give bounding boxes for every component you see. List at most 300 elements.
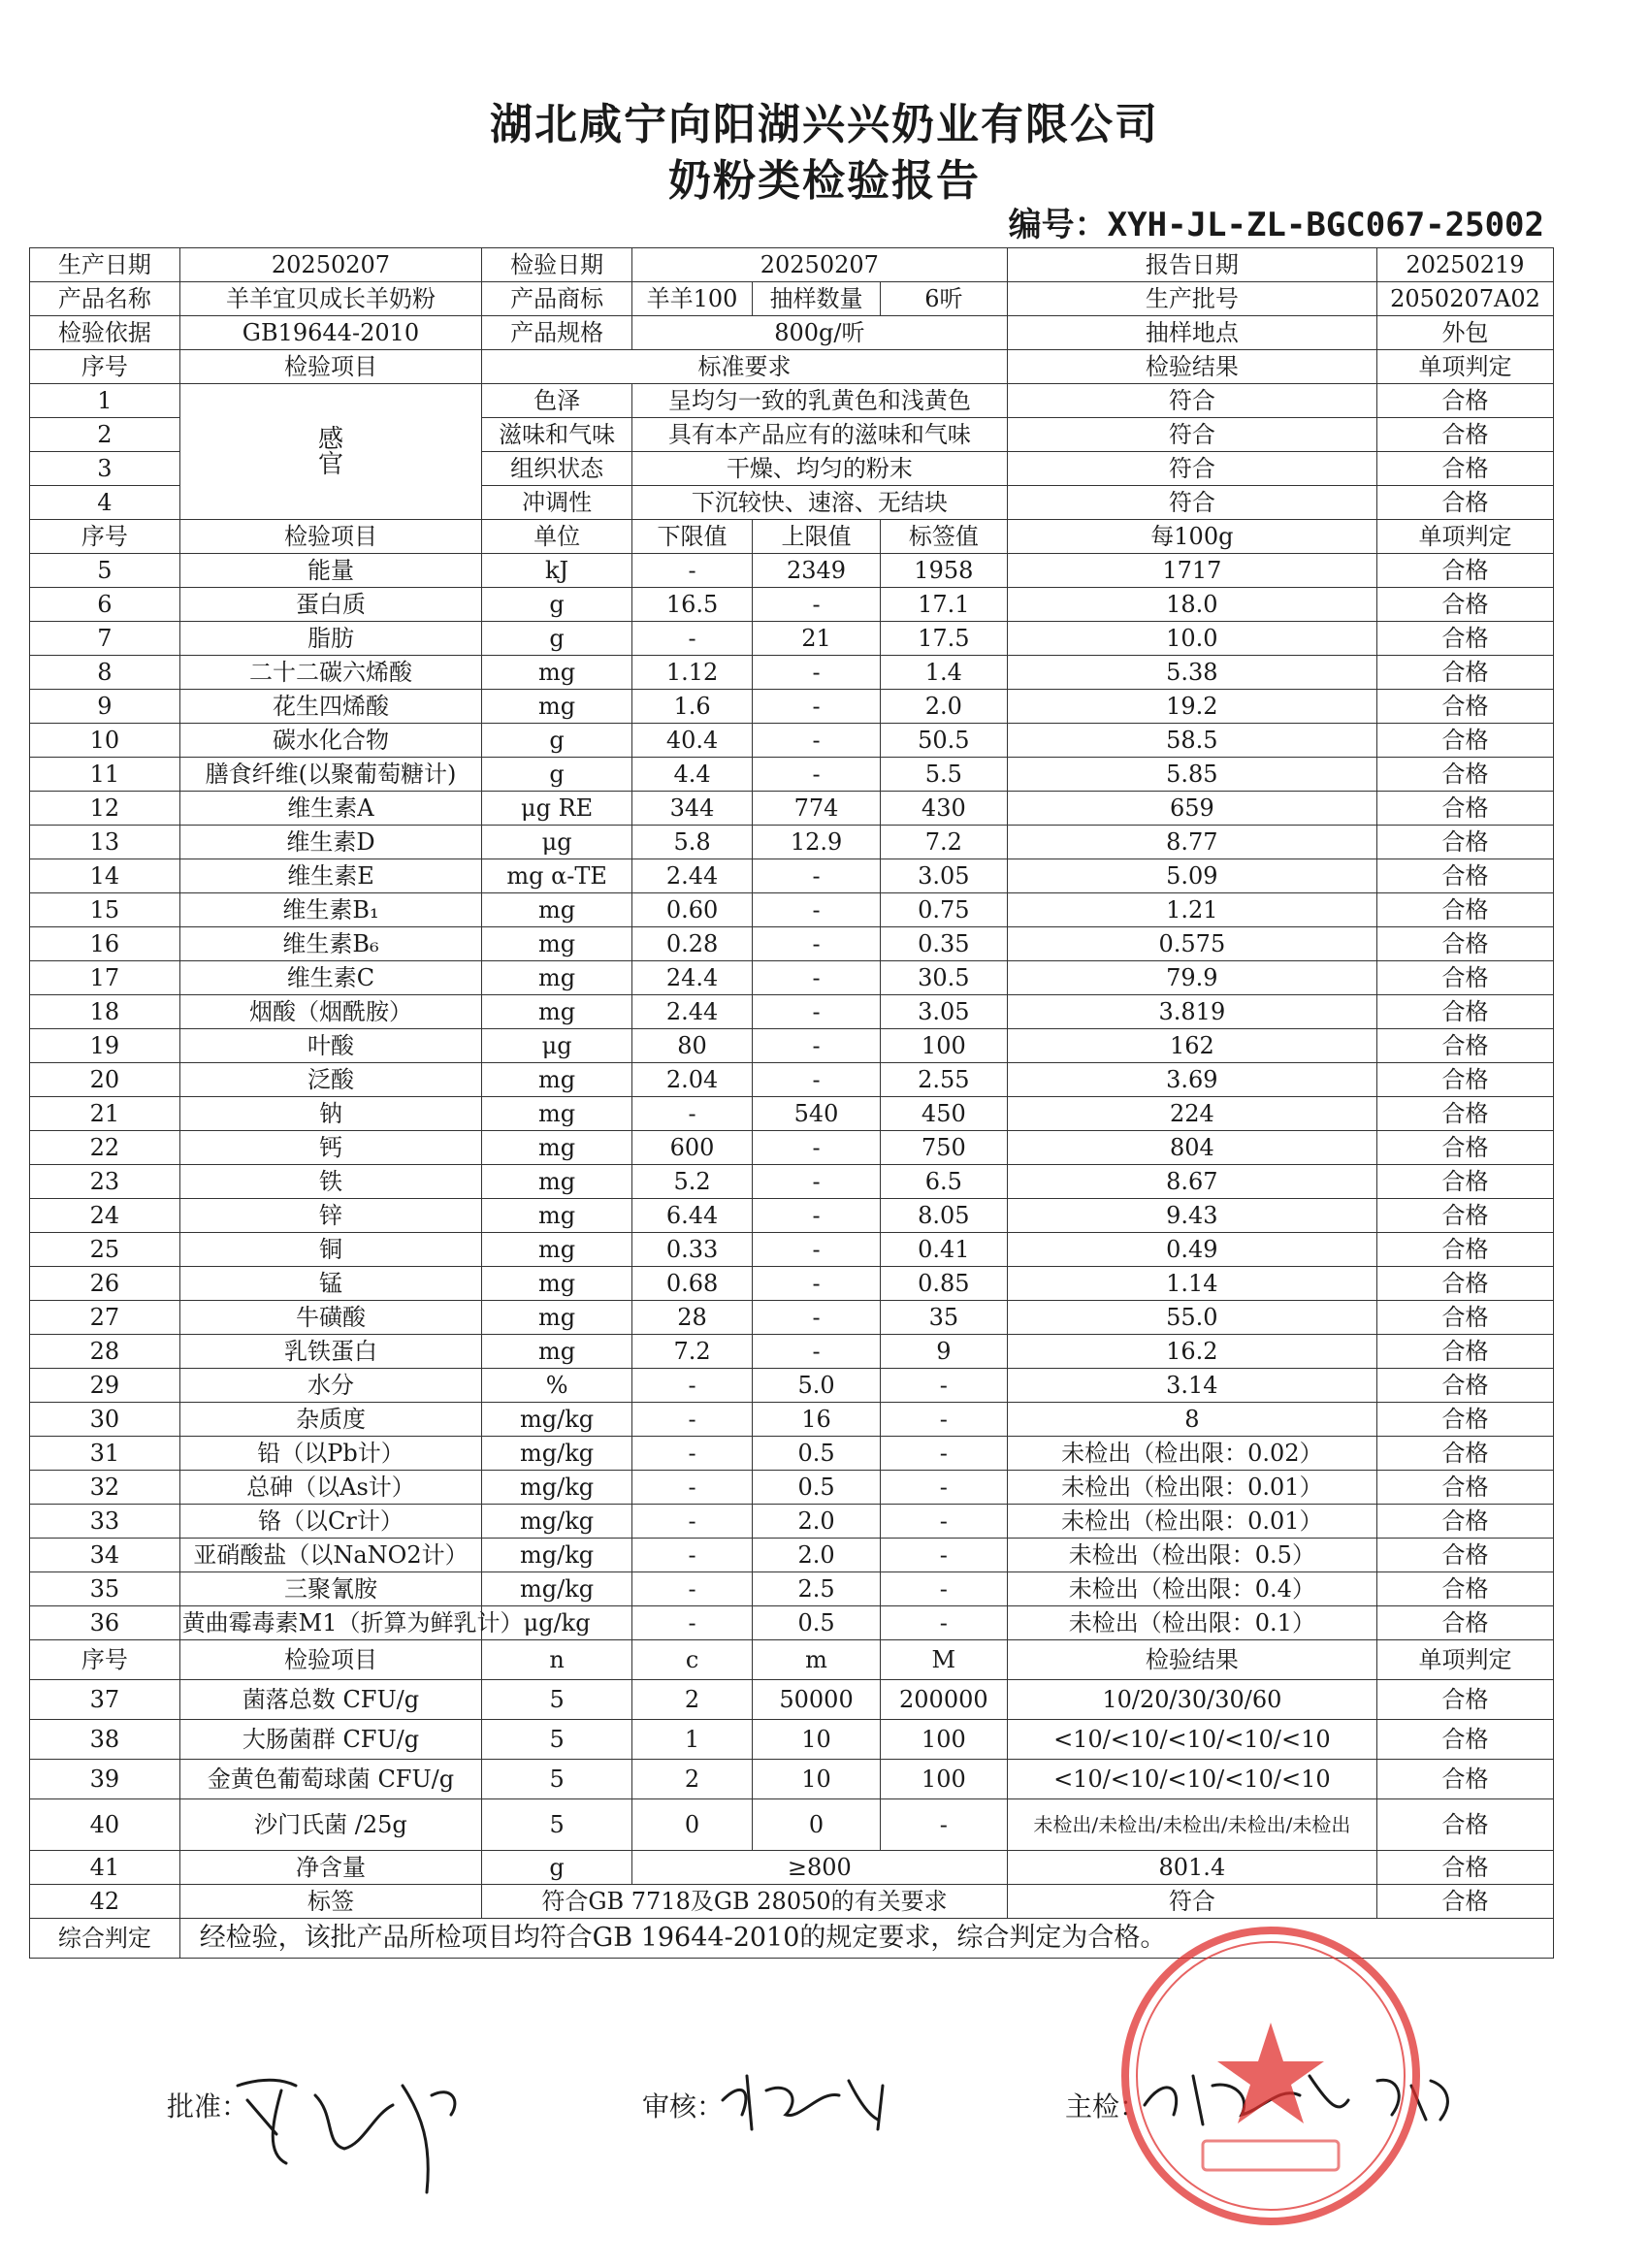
label-value: 0.35	[880, 927, 1007, 961]
document-number-value: XYH-JL-ZL-BGC067-25002	[1107, 206, 1544, 244]
lower-limit: 5.8	[631, 826, 752, 859]
label-value: 0.85	[880, 1267, 1007, 1301]
lower-limit: 0.33	[631, 1233, 752, 1267]
basis: GB19644-2010	[179, 316, 482, 350]
item-number: 33	[30, 1505, 180, 1539]
product-name: 羊羊宜贝成长羊奶粉	[179, 282, 482, 316]
test-result: 符合	[1007, 384, 1376, 418]
table-row	[30, 1335, 1554, 1369]
item-verdict: 合格	[1377, 1572, 1554, 1606]
header-cell: c	[631, 1640, 752, 1680]
label-value: 0.41	[880, 1233, 1007, 1267]
inspector-label: 主检：	[1065, 2090, 1148, 2122]
info-row	[30, 248, 1554, 282]
unit: mg α-TE	[482, 859, 632, 893]
table-row	[30, 1267, 1554, 1301]
item-number: 7	[30, 622, 180, 656]
lower-limit: 7.2	[631, 1335, 752, 1369]
lower-limit: -	[631, 1539, 752, 1572]
test-item: 铬（以Cr计）	[179, 1505, 482, 1539]
inspection-date: 20250207	[631, 248, 1007, 282]
test-item: 能量	[179, 554, 482, 588]
label-value: 1958	[880, 554, 1007, 588]
lower-limit: 2.04	[631, 1063, 752, 1097]
test-item: 铅（以Pb计）	[179, 1437, 482, 1471]
test-result: 未检出/未检出/未检出/未检出/未检出	[1007, 1799, 1376, 1851]
item-number: 17	[30, 961, 180, 995]
sample-c: 2	[631, 1680, 752, 1720]
item-verdict: 合格	[1377, 758, 1554, 792]
test-item: 锰	[179, 1267, 482, 1301]
item-verdict: 合格	[1377, 656, 1554, 690]
test-result: 符合	[1007, 1885, 1376, 1919]
batch-label: 生产批号	[1007, 282, 1376, 316]
test-item: 大肠菌群 CFU/g	[179, 1720, 482, 1760]
table-row	[30, 859, 1554, 893]
item-number: 20	[30, 1063, 180, 1097]
item-verdict: 合格	[1377, 486, 1554, 520]
upper-limit: 0.5	[753, 1606, 881, 1640]
unit: kJ	[482, 554, 632, 588]
table-row	[30, 554, 1554, 588]
test-item: 总砷（以As计）	[179, 1471, 482, 1505]
unit: mg	[482, 1097, 632, 1131]
lower-limit: 5.2	[631, 1165, 752, 1199]
item-verdict: 合格	[1377, 859, 1554, 893]
test-item: 膳食纤维(以聚葡萄糖计)	[179, 758, 482, 792]
header-cell: n	[482, 1640, 632, 1680]
unit: mg	[482, 1301, 632, 1335]
net-content-row	[30, 1851, 1554, 1885]
table-row	[30, 1799, 1554, 1851]
test-result: 5.85	[1007, 758, 1376, 792]
table-row	[30, 1233, 1554, 1267]
report-date-label: 报告日期	[1007, 248, 1376, 282]
item-number: 25	[30, 1233, 180, 1267]
upper-limit: -	[753, 1199, 881, 1233]
unit: mg	[482, 1165, 632, 1199]
unit: mg	[482, 893, 632, 927]
approver-signature	[228, 2057, 480, 2202]
upper-limit: 774	[753, 792, 881, 826]
test-item: 锌	[179, 1199, 482, 1233]
lower-limit: 0.60	[631, 893, 752, 927]
test-result: 55.0	[1007, 1301, 1376, 1335]
upper-limit: 5.0	[753, 1369, 881, 1403]
table-row	[30, 1720, 1554, 1760]
lower-limit: 344	[631, 792, 752, 826]
header-cell: m	[753, 1640, 881, 1680]
table-row	[30, 927, 1554, 961]
document-number-label: 编号：	[1008, 206, 1108, 244]
unit: mg/kg	[482, 1403, 632, 1437]
item-verdict: 合格	[1377, 1799, 1554, 1851]
item-verdict: 合格	[1377, 961, 1554, 995]
unit: mg	[482, 1335, 632, 1369]
item-number: 36	[30, 1606, 180, 1640]
test-result: 58.5	[1007, 724, 1376, 758]
unit: g	[482, 588, 632, 622]
test-result: 3.819	[1007, 995, 1376, 1029]
test-item: 二十二碳六烯酸	[179, 656, 482, 690]
limit-M: 100	[880, 1720, 1007, 1760]
limit-m: 10	[753, 1720, 881, 1760]
test-item: 水分	[179, 1369, 482, 1403]
upper-limit: 12.9	[753, 826, 881, 859]
item-verdict: 合格	[1377, 1233, 1554, 1267]
table-row	[30, 1539, 1554, 1572]
table-body	[30, 248, 1554, 1959]
label-value: 3.05	[880, 995, 1007, 1029]
item-verdict: 合格	[1377, 1680, 1554, 1720]
item-number: 14	[30, 859, 180, 893]
lower-limit: 2.44	[631, 995, 752, 1029]
test-result: 1.21	[1007, 893, 1376, 927]
label-value: -	[880, 1606, 1007, 1640]
limit-M: 100	[880, 1760, 1007, 1799]
label-row	[30, 1885, 1554, 1919]
table-row	[30, 1437, 1554, 1471]
label-value: -	[880, 1437, 1007, 1471]
header-cell: 检验项目	[179, 350, 482, 384]
test-item: 脂肪	[179, 622, 482, 656]
unit: mg/kg	[482, 1437, 632, 1471]
item-verdict: 合格	[1377, 384, 1554, 418]
limit-m: 10	[753, 1760, 881, 1799]
unit: mg	[482, 995, 632, 1029]
header-cell: 单项判定	[1377, 520, 1554, 554]
unit: mg/kg	[482, 1471, 632, 1505]
sample-c: 2	[631, 1760, 752, 1799]
lower-limit: -	[631, 1606, 752, 1640]
sample-n: 5	[482, 1720, 632, 1760]
upper-limit: -	[753, 1131, 881, 1165]
item-number: 23	[30, 1165, 180, 1199]
label-value: 2.0	[880, 690, 1007, 724]
item-number: 37	[30, 1680, 180, 1720]
label-value: -	[880, 1369, 1007, 1403]
test-result: <10/<10/<10/<10/<10	[1007, 1760, 1376, 1799]
unit: mg/kg	[482, 1572, 632, 1606]
sample-n: 5	[482, 1799, 632, 1851]
item-verdict: 合格	[1377, 622, 1554, 656]
test-result: 未检出（检出限：0.4）	[1007, 1572, 1376, 1606]
document-number	[1009, 198, 1544, 245]
item-number: 42	[30, 1885, 180, 1919]
test-item: 蛋白质	[179, 588, 482, 622]
item-number: 22	[30, 1131, 180, 1165]
item-verdict: 合格	[1377, 1199, 1554, 1233]
test-item: 铜	[179, 1233, 482, 1267]
production-date: 20250207	[179, 248, 482, 282]
header-cell: 单位	[482, 520, 632, 554]
label-value: 6.5	[880, 1165, 1007, 1199]
table-row	[30, 1165, 1554, 1199]
test-result: 10/20/30/30/60	[1007, 1680, 1376, 1720]
upper-limit: -	[753, 961, 881, 995]
upper-limit: -	[753, 859, 881, 893]
table-row	[30, 1680, 1554, 1720]
header-cell: 上限值	[753, 520, 881, 554]
sensory-requirement: 下沉较快、速溶、无结块	[631, 486, 1007, 520]
lower-limit: -	[631, 1437, 752, 1471]
table-row	[30, 826, 1554, 859]
item-number: 18	[30, 995, 180, 1029]
label-value: 450	[880, 1097, 1007, 1131]
test-item: 黄曲霉毒素M1（折算为鲜乳计）	[179, 1606, 482, 1640]
lower-limit: 24.4	[631, 961, 752, 995]
item-verdict: 合格	[1377, 1335, 1554, 1369]
item-verdict: 合格	[1377, 1471, 1554, 1505]
unit: mg/kg	[482, 1539, 632, 1572]
test-item: 牛磺酸	[179, 1301, 482, 1335]
unit: mg	[482, 1063, 632, 1097]
item-number: 5	[30, 554, 180, 588]
table-row	[30, 1029, 1554, 1063]
header-cell: M	[880, 1640, 1007, 1680]
unit: mg	[482, 1233, 632, 1267]
table-row	[30, 1572, 1554, 1606]
test-result: 19.2	[1007, 690, 1376, 724]
test-result: 224	[1007, 1097, 1376, 1131]
limit-M: -	[880, 1799, 1007, 1851]
sample-qty: 6听	[880, 282, 1007, 316]
label-value: 750	[880, 1131, 1007, 1165]
item-number: 35	[30, 1572, 180, 1606]
test-result: 8.77	[1007, 826, 1376, 859]
lower-limit: 0.68	[631, 1267, 752, 1301]
table-row	[30, 792, 1554, 826]
item-verdict: 合格	[1377, 1097, 1554, 1131]
item-verdict: 合格	[1377, 1606, 1554, 1640]
item-number: 1	[30, 384, 180, 418]
sample-site-label: 抽样地点	[1007, 316, 1376, 350]
label-value: 35	[880, 1301, 1007, 1335]
table-row	[30, 1301, 1554, 1335]
info-row	[30, 282, 1554, 316]
label-value: 8.05	[880, 1199, 1007, 1233]
upper-limit: 2.0	[753, 1505, 881, 1539]
upper-limit: -	[753, 1165, 881, 1199]
sensory-item: 组织状态	[482, 452, 632, 486]
test-item: 维生素C	[179, 961, 482, 995]
lower-limit: -	[631, 1572, 752, 1606]
sensory-item: 色泽	[482, 384, 632, 418]
test-result: 3.14	[1007, 1369, 1376, 1403]
upper-limit: -	[753, 1335, 881, 1369]
table-row	[30, 893, 1554, 927]
upper-limit: 2349	[753, 554, 881, 588]
item-verdict: 合格	[1377, 995, 1554, 1029]
item-number: 16	[30, 927, 180, 961]
table-row	[30, 758, 1554, 792]
test-result: 8	[1007, 1403, 1376, 1437]
lower-limit: 1.12	[631, 656, 752, 690]
product-name-label: 产品名称	[30, 282, 180, 316]
item-number: 28	[30, 1335, 180, 1369]
item-number: 41	[30, 1851, 180, 1885]
upper-limit: -	[753, 724, 881, 758]
upper-limit: -	[753, 927, 881, 961]
upper-limit: 0.5	[753, 1437, 881, 1471]
item-verdict: 合格	[1377, 1165, 1554, 1199]
test-result: 162	[1007, 1029, 1376, 1063]
test-result: 未检出（检出限：0.01）	[1007, 1505, 1376, 1539]
lower-limit: -	[631, 554, 752, 588]
item-verdict: 合格	[1377, 1539, 1554, 1572]
batch-number: 2050207A02	[1377, 282, 1554, 316]
table-row	[30, 724, 1554, 758]
label-value: 100	[880, 1029, 1007, 1063]
lower-limit: -	[631, 1471, 752, 1505]
lower-limit: -	[631, 622, 752, 656]
item-verdict: 合格	[1377, 1437, 1554, 1471]
table-row	[30, 656, 1554, 690]
lower-limit: 4.4	[631, 758, 752, 792]
lower-limit: -	[631, 1369, 752, 1403]
upper-limit: -	[753, 995, 881, 1029]
header-cell: 单项判定	[1377, 350, 1554, 384]
test-item: 杂质度	[179, 1403, 482, 1437]
label-value: 50.5	[880, 724, 1007, 758]
upper-limit: -	[753, 588, 881, 622]
test-result: <10/<10/<10/<10/<10	[1007, 1720, 1376, 1760]
report-date: 20250219	[1377, 248, 1554, 282]
company-name: 湖北咸宁向阳湖兴兴奶业有限公司	[490, 100, 1159, 149]
test-result: 801.4	[1007, 1851, 1376, 1885]
upper-limit: -	[753, 1267, 881, 1301]
unit: mg	[482, 1131, 632, 1165]
conclusion-text: 经检验，该批产品所检项目均符合GB 19644-2010的规定要求，综合判定为合格。	[179, 1919, 1553, 1959]
test-item: 碳水化合物	[179, 724, 482, 758]
header-cell: 序号	[30, 1640, 180, 1680]
test-result: 18.0	[1007, 588, 1376, 622]
sensory-requirement: 干燥、均匀的粉末	[631, 452, 1007, 486]
unit: mg	[482, 690, 632, 724]
sensory-item: 冲调性	[482, 486, 632, 520]
item-verdict: 合格	[1377, 724, 1554, 758]
unit: g	[482, 724, 632, 758]
test-item: 铁	[179, 1165, 482, 1199]
test-item: 花生四烯酸	[179, 690, 482, 724]
test-item: 烟酸（烟酰胺）	[179, 995, 482, 1029]
test-item: 沙门氏菌 /25g	[179, 1799, 482, 1851]
unit: %	[482, 1369, 632, 1403]
item-number: 6	[30, 588, 180, 622]
limit-m: 0	[753, 1799, 881, 1851]
item-number: 12	[30, 792, 180, 826]
unit: g	[482, 758, 632, 792]
spec: 800g/听	[631, 316, 1007, 350]
label-value: 3.05	[880, 859, 1007, 893]
item-number: 31	[30, 1437, 180, 1471]
item-number: 39	[30, 1760, 180, 1799]
item-verdict: 合格	[1377, 1029, 1554, 1063]
unit: mg	[482, 656, 632, 690]
upper-limit: -	[753, 1301, 881, 1335]
item-verdict: 合格	[1377, 1403, 1554, 1437]
item-verdict: 合格	[1377, 1885, 1554, 1919]
label-value: 430	[880, 792, 1007, 826]
item-verdict: 合格	[1377, 1720, 1554, 1760]
sensory-header-row	[30, 350, 1554, 384]
table-row	[30, 1403, 1554, 1437]
brand-label: 产品商标	[482, 282, 632, 316]
item-number: 26	[30, 1267, 180, 1301]
test-result: 未检出（检出限：0.5）	[1007, 1539, 1376, 1572]
item-verdict: 合格	[1377, 1301, 1554, 1335]
item-number: 30	[30, 1403, 180, 1437]
test-result: 符合	[1007, 452, 1376, 486]
lower-limit: 80	[631, 1029, 752, 1063]
test-result: 10.0	[1007, 622, 1376, 656]
test-item: 钙	[179, 1131, 482, 1165]
test-result: 符合	[1007, 486, 1376, 520]
sample-n: 5	[482, 1680, 632, 1720]
item-verdict: 合格	[1377, 1267, 1554, 1301]
unit: μg	[482, 826, 632, 859]
label-value: 17.1	[880, 588, 1007, 622]
table-row	[30, 1606, 1554, 1640]
unit: μg RE	[482, 792, 632, 826]
upper-limit: 21	[753, 622, 881, 656]
requirement: 符合GB 7718及GB 28050的有关要求	[482, 1885, 1007, 1919]
basis-label: 检验依据	[30, 316, 180, 350]
test-result: 5.09	[1007, 859, 1376, 893]
test-result: 0.49	[1007, 1233, 1376, 1267]
label-value: 9	[880, 1335, 1007, 1369]
sensory-requirement: 呈均匀一致的乳黄色和浅黄色	[631, 384, 1007, 418]
upper-limit: -	[753, 656, 881, 690]
item-verdict: 合格	[1377, 554, 1554, 588]
label-value: -	[880, 1572, 1007, 1606]
unit: μg/kg	[482, 1606, 632, 1640]
test-result: 1.14	[1007, 1267, 1376, 1301]
item-verdict: 合格	[1377, 927, 1554, 961]
sensory-requirement: 具有本产品应有的滋味和气味	[631, 418, 1007, 452]
table-row	[30, 1505, 1554, 1539]
test-item: 钠	[179, 1097, 482, 1131]
company-seal	[1111, 1916, 1431, 2236]
upper-limit: -	[753, 1063, 881, 1097]
item-number: 11	[30, 758, 180, 792]
header-cell: 序号	[30, 350, 180, 384]
item-number: 2	[30, 418, 180, 452]
item-number: 9	[30, 690, 180, 724]
label-value: 2.55	[880, 1063, 1007, 1097]
info-row	[30, 316, 1554, 350]
brand: 羊羊100	[631, 282, 752, 316]
test-result: 符合	[1007, 418, 1376, 452]
test-item: 维生素E	[179, 859, 482, 893]
test-item: 净含量	[179, 1851, 482, 1885]
spec-label: 产品规格	[482, 316, 632, 350]
test-result: 804	[1007, 1131, 1376, 1165]
table-row	[30, 1131, 1554, 1165]
label-value: -	[880, 1471, 1007, 1505]
item-verdict: 合格	[1377, 1063, 1554, 1097]
item-number: 40	[30, 1799, 180, 1851]
sample-qty-label: 抽样数量	[753, 282, 881, 316]
item-number: 34	[30, 1539, 180, 1572]
header-cell: 下限值	[631, 520, 752, 554]
test-item: 菌落总数 CFU/g	[179, 1680, 482, 1720]
header-cell: 检验结果	[1007, 1640, 1376, 1680]
item-verdict: 合格	[1377, 792, 1554, 826]
sample-c: 1	[631, 1720, 752, 1760]
item-number: 38	[30, 1720, 180, 1760]
limit-m: 50000	[753, 1680, 881, 1720]
